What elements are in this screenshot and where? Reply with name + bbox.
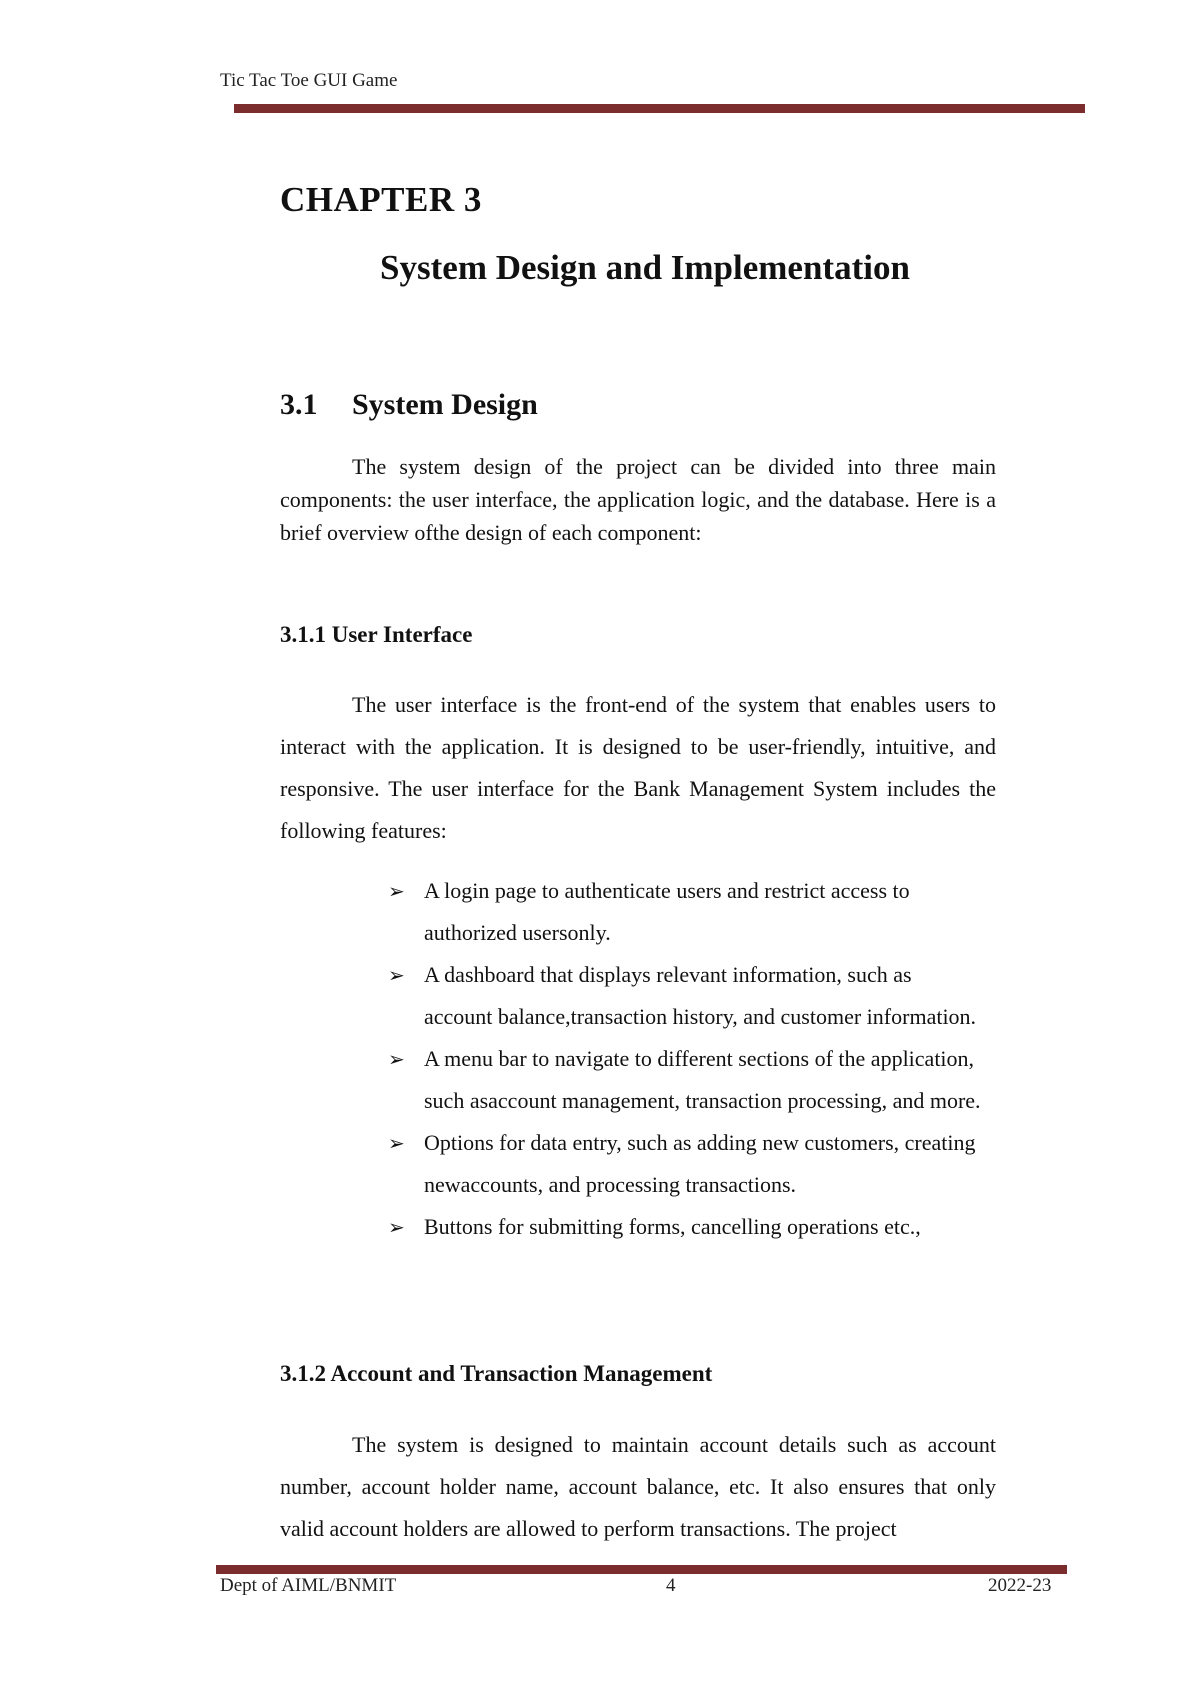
chapter-title: System Design and Implementation: [380, 248, 910, 287]
footer-year: 2022-23: [988, 1575, 1052, 1596]
list-item: ➢ A menu bar to navigate to different sections of the application, such asaccount management, transaction processing, and more.: [388, 1038, 984, 1122]
user-interface-paragraph: [280, 684, 996, 852]
footer-rule: [216, 1565, 1067, 1574]
section-title: System Design: [352, 388, 538, 421]
section-number: 3.1: [280, 388, 318, 421]
page-number: 4: [666, 1575, 676, 1596]
arrow-bullet-icon: ➢: [388, 879, 405, 903]
running-header: Tic Tac Toe GUI Game: [220, 70, 398, 91]
header-rule: [234, 104, 1085, 113]
system-design-text: The system design of the project can be divided into three main components: the user interface, the application logic, and the database. Here is a brief overview ofthe design of each component:: [280, 454, 996, 545]
footer-department: Dept of AIML/BNMIT: [220, 1575, 397, 1596]
list-item: ➢ Options for data entry, such as adding new customers, creating newaccounts, and processing transactions.: [388, 1122, 984, 1206]
user-interface-heading: 3.1.1 User Interface: [280, 622, 473, 647]
arrow-bullet-icon: ➢: [388, 1215, 405, 1239]
system-design-paragraph: [280, 450, 996, 549]
account-management-text: The system is designed to maintain account details such as account number, account holder name, account balance, etc. It also ensures that only valid account holders are allowed to perform transactions. The project: [280, 1432, 996, 1541]
feature-list: [388, 870, 988, 1248]
user-interface-text: The user interface is the front-end of the system that enables users to interact with the application. It is designed to be user-friendly, intuitive, and responsive. The user interface for the Bank Management System includes the following features:: [280, 692, 996, 843]
arrow-bullet-icon: ➢: [388, 1131, 405, 1155]
account-management-heading: 3.1.2 Account and Transaction Management: [280, 1361, 713, 1386]
account-management-paragraph: [280, 1424, 996, 1550]
chapter-label: CHAPTER 3: [280, 180, 482, 219]
section-heading-3-1: [280, 388, 538, 422]
arrow-bullet-icon: ➢: [388, 1047, 405, 1071]
list-item: ➢ A login page to authenticate users and restrict access to authorized usersonly.: [388, 870, 984, 954]
list-item: ➢ A dashboard that displays relevant information, such as account balance,transaction history, and customer information.: [388, 954, 984, 1038]
list-item: ➢ Buttons for submitting forms, cancelling operations etc.,: [388, 1206, 984, 1248]
arrow-bullet-icon: ➢: [388, 963, 405, 987]
